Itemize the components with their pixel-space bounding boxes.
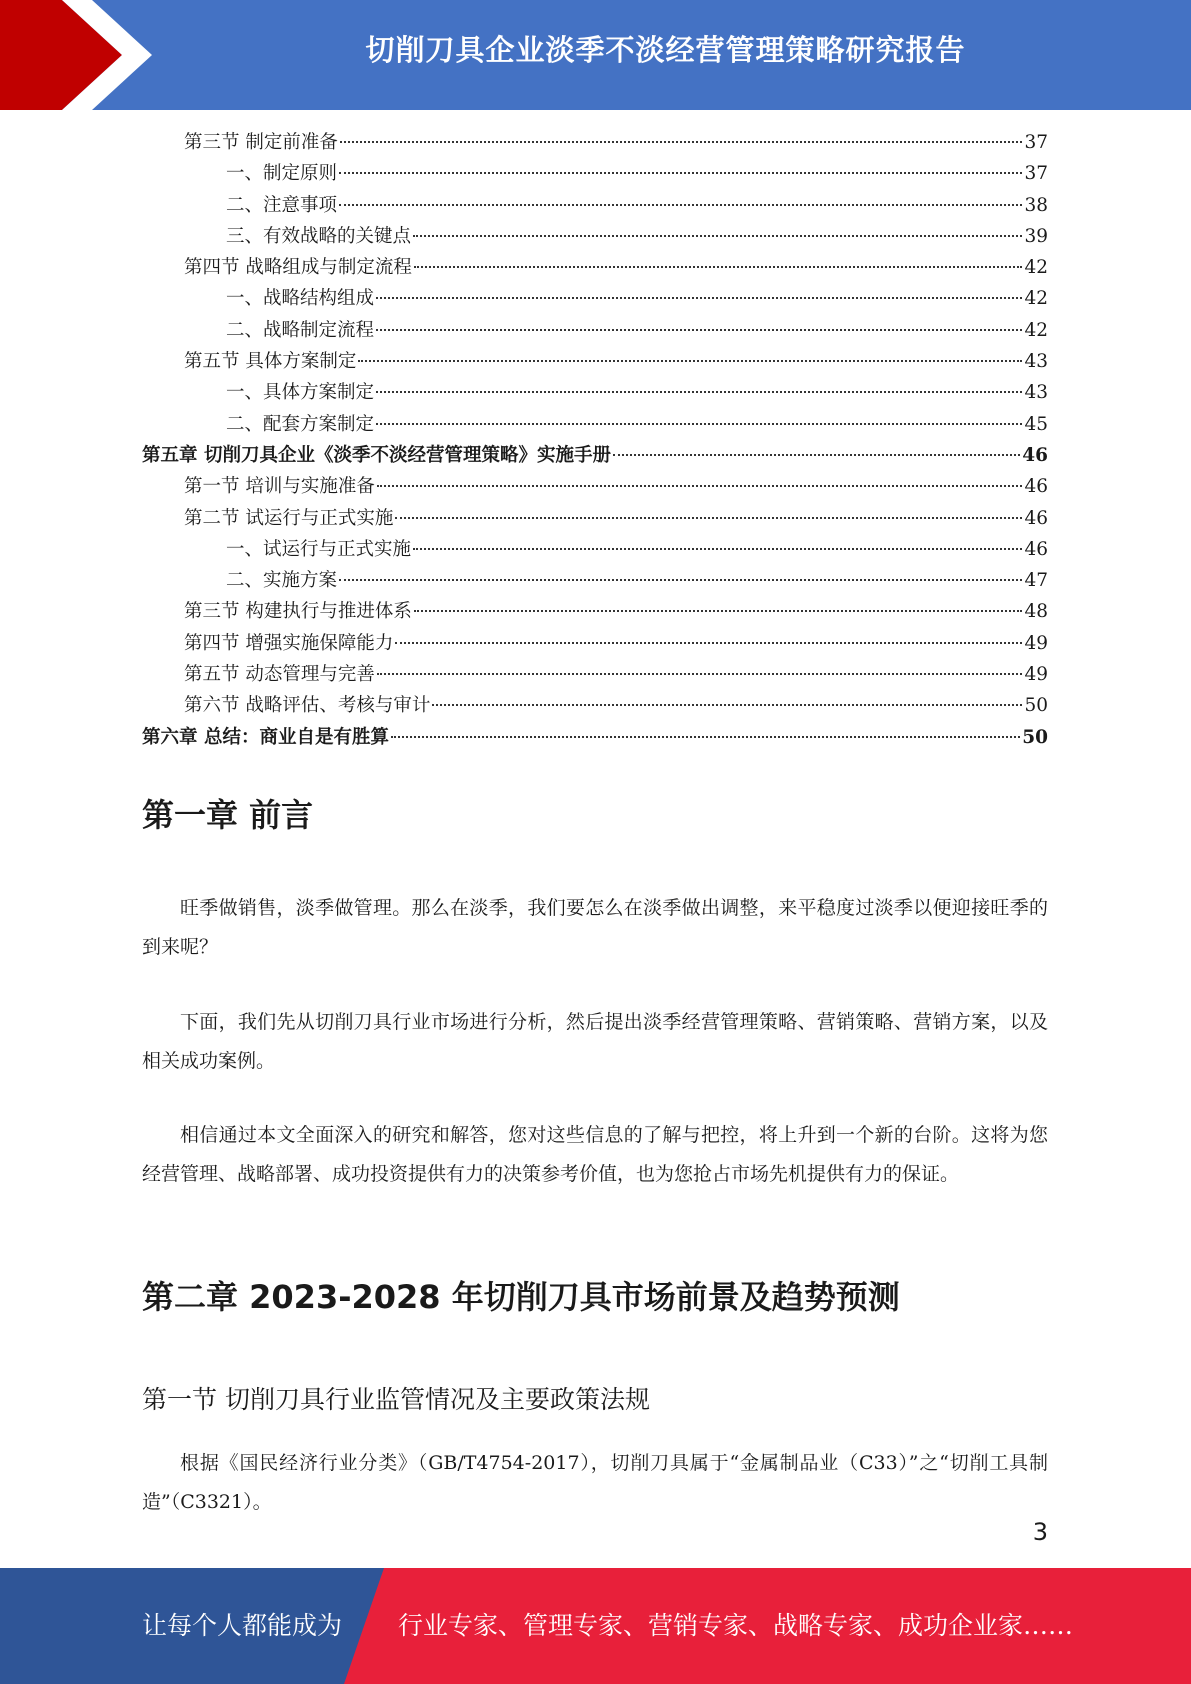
toc-entry-title: 第五节 动态管理与完善 bbox=[184, 664, 375, 686]
toc-entry-page: 50 bbox=[1024, 695, 1048, 717]
toc-entry[interactable] bbox=[142, 629, 1048, 660]
toc-entry-title: 第一节 培训与实施准备 bbox=[184, 476, 375, 498]
toc-entry-page: 47 bbox=[1024, 570, 1048, 592]
toc-leader-dots bbox=[395, 641, 1022, 644]
report-title: 切削刀具企业淡季不淡经营管理策略研究报告 bbox=[365, 33, 966, 67]
toc-entry-page: 45 bbox=[1024, 413, 1048, 435]
toc-entry[interactable] bbox=[142, 441, 1048, 472]
toc-entry-title: 第六节 战略评估、考核与审计 bbox=[184, 695, 431, 717]
toc-leader-dots bbox=[376, 328, 1022, 331]
toc-entry-page: 39 bbox=[1024, 225, 1048, 247]
chapter1-heading: 第一章 前言 bbox=[142, 796, 314, 834]
toc-entry-title: 第五章 切削刀具企业《淡季不淡经营管理策略》实施手册 bbox=[142, 444, 611, 466]
toc-entry-title: 第四节 增强实施保障能力 bbox=[184, 632, 394, 654]
toc-entry[interactable] bbox=[142, 159, 1048, 190]
toc-entry-page: 48 bbox=[1024, 601, 1048, 623]
toc-leader-dots bbox=[414, 265, 1023, 268]
toc-entry-page: 38 bbox=[1024, 194, 1048, 216]
toc-entry-title: 二、注意事项 bbox=[226, 194, 338, 216]
toc-entry[interactable] bbox=[142, 222, 1048, 253]
toc-entry-page: 37 bbox=[1024, 132, 1048, 153]
toc-leader-dots bbox=[413, 547, 1022, 550]
toc-entry[interactable] bbox=[142, 691, 1048, 722]
toc-leader-dots bbox=[377, 484, 1023, 487]
toc-leader-dots bbox=[377, 672, 1023, 675]
toc-entry[interactable] bbox=[142, 472, 1048, 503]
chapter2-heading: 第二章 2023-2028 年切削刀具市场前景及趋势预测 bbox=[142, 1278, 900, 1316]
table-of-contents bbox=[142, 128, 1048, 754]
toc-entry-page: 42 bbox=[1024, 319, 1048, 341]
toc-entry[interactable] bbox=[142, 660, 1048, 691]
toc-entry-page: 49 bbox=[1024, 664, 1048, 686]
section1-paragraph-1: 根据《国民经济行业分类》（GB/T4754-2017），切削刀具属于“金属制品业（C33）”之“切削工具制造”（C3321）。 bbox=[142, 1452, 1048, 1513]
toc-entry[interactable] bbox=[142, 535, 1048, 566]
toc-leader-dots bbox=[358, 359, 1022, 362]
toc-entry-page: 46 bbox=[1024, 507, 1048, 529]
toc-entry-page: 49 bbox=[1024, 632, 1048, 654]
toc-entry[interactable] bbox=[142, 597, 1048, 628]
toc-entry[interactable] bbox=[142, 191, 1048, 222]
toc-entry-title: 一、试运行与正式实施 bbox=[226, 538, 412, 560]
toc-leader-dots bbox=[339, 203, 1022, 206]
toc-entry[interactable] bbox=[142, 504, 1048, 535]
toc-entry-title: 一、具体方案制定 bbox=[226, 382, 375, 404]
toc-leader-dots bbox=[395, 516, 1022, 519]
toc-leader-dots bbox=[414, 609, 1023, 612]
toc-entry-page: 43 bbox=[1024, 351, 1048, 373]
section1-heading: 第一节 切削刀具行业监管情况及主要政策法规 bbox=[142, 1385, 650, 1414]
toc-entry[interactable] bbox=[142, 566, 1048, 597]
toc-entry[interactable] bbox=[142, 128, 1048, 159]
toc-entry[interactable] bbox=[142, 284, 1048, 315]
toc-entry-title: 第三节 构建执行与推进体系 bbox=[184, 601, 412, 623]
footer-slogan-right: 行业专家、管理专家、营销专家、战略专家、成功企业家…… bbox=[398, 1611, 1074, 1640]
toc-leader-dots bbox=[339, 171, 1022, 174]
toc-leader-dots bbox=[613, 453, 1020, 456]
page-number: 3 bbox=[1032, 1518, 1048, 1546]
toc-entry[interactable] bbox=[142, 253, 1048, 284]
toc-leader-dots bbox=[340, 140, 1023, 143]
toc-entry-title: 二、配套方案制定 bbox=[226, 413, 375, 435]
toc-entry-page: 46 bbox=[1024, 538, 1048, 560]
page-footer bbox=[0, 1568, 1191, 1684]
toc-entry-title: 二、战略制定流程 bbox=[226, 319, 375, 341]
toc-leader-dots bbox=[432, 703, 1022, 706]
toc-entry-title: 第四节 战略组成与制定流程 bbox=[184, 257, 412, 279]
toc-leader-dots bbox=[391, 735, 1020, 738]
toc-leader-dots bbox=[413, 234, 1022, 237]
toc-entry[interactable] bbox=[142, 316, 1048, 347]
toc-leader-dots bbox=[376, 296, 1022, 299]
toc-entry-title: 第二节 试运行与正式实施 bbox=[184, 507, 394, 529]
toc-entry-title: 一、制定原则 bbox=[226, 163, 338, 185]
toc-entry-title: 第三节 制定前准备 bbox=[184, 132, 338, 153]
toc-entry[interactable] bbox=[142, 347, 1048, 378]
toc-entry-title: 一、战略结构组成 bbox=[226, 288, 375, 310]
toc-entry-page: 50 bbox=[1022, 726, 1048, 748]
toc-entry[interactable] bbox=[142, 378, 1048, 409]
page-header bbox=[0, 0, 1191, 110]
toc-entry-title: 二、实施方案 bbox=[226, 570, 338, 592]
chapter1-paragraph-1: 旺季做销售，淡季做管理。那么在淡季，我们要怎么在淡季做出调整，来平稳度过淡季以便迎接旺季的到来呢？ bbox=[142, 897, 1048, 958]
toc-entry-page: 46 bbox=[1024, 476, 1048, 498]
toc-entry[interactable] bbox=[142, 723, 1048, 754]
toc-entry-title: 三、有效战略的关键点 bbox=[226, 225, 412, 247]
toc-entry-page: 43 bbox=[1024, 382, 1048, 404]
toc-entry[interactable] bbox=[142, 410, 1048, 441]
toc-entry-title: 第六章 总结：商业自是有胜算 bbox=[142, 726, 389, 748]
footer-slogan-left: 让每个人都能成为 bbox=[142, 1611, 343, 1640]
toc-entry-page: 37 bbox=[1024, 163, 1048, 185]
chapter1-paragraph-3: 相信通过本文全面深入的研究和解答，您对这些信息的了解与把控，将上升到一个新的台阶。这将为您经营管理、战略部署、成功投资提供有力的决策参考价值，也为您抢占市场先机提供有力的保证。 bbox=[142, 1124, 1048, 1185]
toc-entry-title: 第五节 具体方案制定 bbox=[184, 351, 357, 373]
toc-leader-dots bbox=[339, 578, 1022, 581]
toc-leader-dots bbox=[376, 390, 1022, 393]
toc-entry-page: 42 bbox=[1024, 257, 1048, 279]
toc-leader-dots bbox=[376, 422, 1022, 425]
toc-entry-page: 46 bbox=[1022, 444, 1048, 466]
toc-entry-page: 42 bbox=[1024, 288, 1048, 310]
chapter1-paragraph-2: 下面，我们先从切削刀具行业市场进行分析，然后提出淡季经营管理策略、营销策略、营销方案，以及相关成功案例。 bbox=[142, 1011, 1048, 1072]
